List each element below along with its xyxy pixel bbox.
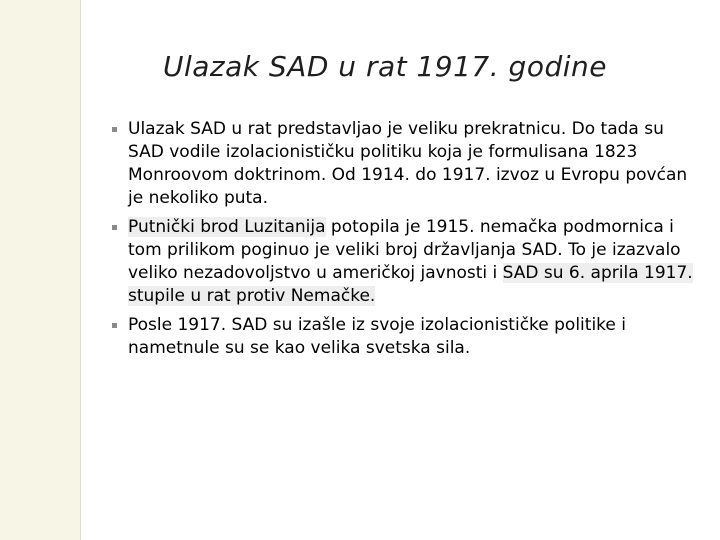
bullet-text: Ulazak SAD u rat predstavljao je veliku prekratnicu. Do tada su SAD vodile izolacionističku politiku koja je formulisana 1823 Monroovom doktrinom. Od 1914. do 1917. izvoz u Evropu povćan je nekoliko puta.: [128, 119, 688, 208]
bullet-text: potopila je 1915. nemačka podmornica i tom prilikom poginuo je veliki broj državljanja SAD. To je izazvalo veliko nezadovoljstvo u američkoj javnosti i: [128, 217, 681, 283]
slide-title: Ulazak SAD u rat 1917. godine: [163, 50, 607, 83]
square-bullet-icon: [112, 225, 117, 230]
bullet-text: Posle 1917. SAD su izašle iz svoje izolacionističke politike i nametnule su se kao velika svetska sila.: [128, 315, 626, 358]
highlighted-text: Putnički brod Luzitanija: [128, 217, 326, 237]
bullet-item: [112, 118, 697, 210]
square-bullet-icon: [112, 127, 117, 132]
bullet-item: [112, 216, 697, 308]
bullet-item: [112, 314, 697, 360]
bullet-list: [112, 118, 697, 366]
highlighted-text: SAD su 6. aprila 1917. stupile u rat protiv Nemačke.: [128, 263, 693, 306]
square-bullet-icon: [112, 323, 117, 328]
